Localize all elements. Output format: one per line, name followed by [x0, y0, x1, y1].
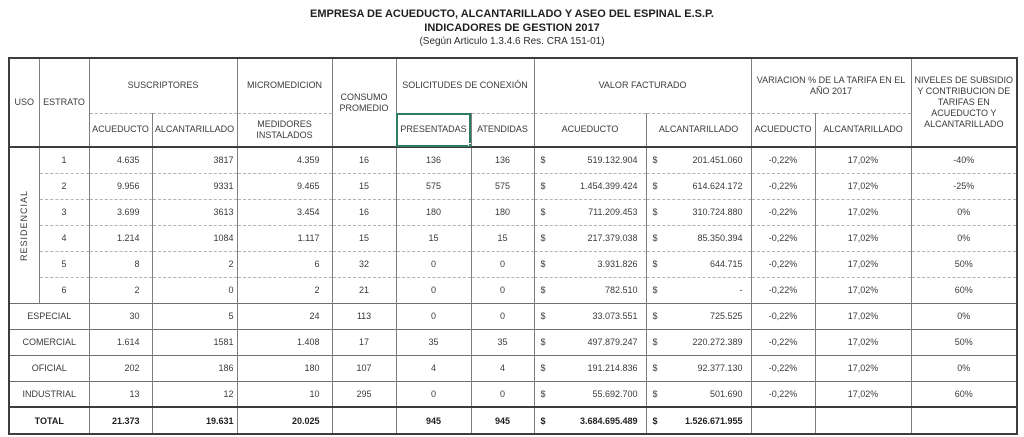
susc_acu-cell[interactable]: 202 — [89, 355, 152, 381]
uso-label-cell[interactable]: ESPECIAL — [9, 303, 89, 329]
susc_acu-cell[interactable]: 9.956 — [89, 173, 152, 199]
niveles-cell[interactable]: 0% — [911, 355, 1017, 381]
currency-symbol: $ — [540, 285, 546, 295]
susc_alc-cell[interactable]: 9331 — [152, 173, 237, 199]
estrato-cell[interactable]: 3 — [39, 199, 89, 225]
estrato-cell[interactable]: 4 — [39, 225, 89, 251]
currency-symbol: $ — [540, 363, 546, 373]
var_acu-cell[interactable]: -0,22% — [751, 277, 815, 303]
var_alc-cell[interactable]: 17,02% — [815, 277, 911, 303]
header-group-row — [9, 58, 1017, 113]
val_alc-cell[interactable] — [646, 329, 751, 355]
amount-value: 33.073.551 — [592, 311, 638, 321]
consumo-cell[interactable]: 16 — [332, 147, 396, 173]
var_acu-cell[interactable]: -0,22% — [751, 173, 815, 199]
amount-value: 3.684.695.489 — [579, 415, 638, 426]
niveles-cell[interactable]: -40% — [911, 147, 1017, 173]
var_acu-cell[interactable]: -0,22% — [751, 225, 815, 251]
currency-symbol: $ — [540, 233, 546, 243]
niveles-cell[interactable]: -25% — [911, 173, 1017, 199]
medidores-cell[interactable]: 10 — [237, 381, 332, 407]
susc_alc-cell[interactable]: 1581 — [152, 329, 237, 355]
val_acu-cell[interactable] — [534, 407, 646, 434]
susc_alc-cell[interactable]: 2 — [152, 251, 237, 277]
niveles-cell[interactable]: 0% — [911, 199, 1017, 225]
amount-value: 310.724.880 — [692, 207, 743, 217]
table-row — [9, 355, 1017, 381]
table-body — [9, 147, 1017, 434]
var_acu-cell[interactable]: -0,22% — [751, 147, 815, 173]
amount-value: 55.692.700 — [592, 388, 638, 399]
atendidas-cell[interactable]: 945 — [471, 407, 534, 434]
uso-label-cell[interactable]: OFICIAL — [9, 355, 89, 381]
susc_alc-cell[interactable]: 19.631 — [152, 407, 237, 434]
amount-value: 217.379.038 — [587, 233, 638, 243]
currency-symbol: $ — [540, 155, 546, 166]
table-row — [9, 147, 1017, 173]
table-header — [9, 58, 1017, 147]
atendidas-cell[interactable]: 575 — [471, 173, 534, 199]
table-row — [9, 173, 1017, 199]
consumo-cell[interactable]: 15 — [332, 173, 396, 199]
val_alc-cell[interactable] — [646, 303, 751, 329]
table-row — [9, 381, 1017, 407]
susc_alc-cell[interactable]: 186 — [152, 355, 237, 381]
header-micromedicion[interactable]: MICROMEDICION — [237, 58, 332, 113]
header-suscriptores[interactable]: SUSCRIPTORES — [89, 58, 237, 113]
var_alc-cell[interactable]: 17,02% — [815, 251, 911, 277]
niveles-cell[interactable]: 0% — [911, 225, 1017, 251]
susc_alc-cell[interactable]: 12 — [152, 381, 237, 407]
var_alc-cell[interactable]: 17,02% — [815, 199, 911, 225]
susc_alc-cell[interactable]: 1084 — [152, 225, 237, 251]
susc_acu-cell[interactable]: 2 — [89, 277, 152, 303]
header-sub-row — [9, 113, 1017, 147]
atendidas-cell[interactable]: 180 — [471, 199, 534, 225]
header-suscriptores-acueducto[interactable]: ACUEDUCTO — [89, 113, 152, 147]
niveles-cell[interactable] — [911, 407, 1017, 434]
uso-label-cell[interactable]: INDUSTRIAL — [9, 381, 89, 407]
amount-value: 614.624.172 — [692, 181, 743, 191]
table-row — [9, 251, 1017, 277]
header-consumo-promedio[interactable]: CONSUMO PROMEDIO — [332, 58, 396, 147]
table-row — [9, 277, 1017, 303]
currency-symbol: $ — [652, 181, 658, 191]
presentadas-cell[interactable]: 0 — [396, 381, 471, 407]
amount-value: 220.272.389 — [692, 337, 743, 347]
atendidas-cell[interactable]: 0 — [471, 277, 534, 303]
indicadores-table — [8, 57, 1018, 435]
val_acu-cell[interactable] — [534, 225, 646, 251]
var_alc-cell[interactable]: 17,02% — [815, 173, 911, 199]
val_acu-cell[interactable] — [534, 173, 646, 199]
uso-residencial-cell[interactable] — [9, 147, 39, 303]
amount-value: 191.214.836 — [587, 363, 638, 373]
presentadas-cell[interactable]: 4 — [396, 355, 471, 381]
susc_acu-cell[interactable]: 1.214 — [89, 225, 152, 251]
atendidas-cell[interactable]: 15 — [471, 225, 534, 251]
header-niveles-subsidio[interactable]: NIVELES DE SUBSIDIO Y CONTRIBUCION DE TARIFAS EN ACUEDUCTO Y ALCANTARILLADO — [911, 58, 1017, 147]
presentadas-cell[interactable]: 0 — [396, 277, 471, 303]
amount-value: 85.350.394 — [697, 233, 743, 243]
var_acu-cell[interactable]: -0,22% — [751, 199, 815, 225]
amount-value: 92.377.130 — [697, 363, 743, 373]
amount-value: 644.715 — [709, 259, 743, 269]
amount-value: 501.690 — [709, 388, 743, 399]
currency-symbol: $ — [652, 388, 658, 399]
report-title-line3: (Según Articulo 1.3.4.6 Res. CRA 151-01) — [419, 36, 605, 47]
niveles-cell[interactable]: 50% — [911, 329, 1017, 355]
niveles-cell[interactable]: 60% — [911, 277, 1017, 303]
currency-symbol: $ — [652, 233, 658, 243]
medidores-cell[interactable]: 3.454 — [237, 199, 332, 225]
amount-value: 711.209.453 — [588, 207, 638, 217]
currency-symbol: $ — [652, 415, 658, 426]
header-valor-facturado[interactable]: VALOR FACTURADO — [534, 58, 751, 113]
currency-symbol: $ — [540, 207, 546, 217]
susc_acu-cell[interactable]: 30 — [89, 303, 152, 329]
currency-symbol: $ — [652, 285, 658, 295]
consumo-cell[interactable]: 17 — [332, 329, 396, 355]
niveles-cell[interactable]: 50% — [911, 251, 1017, 277]
report-title-line2: INDICADORES DE GESTION 2017 — [424, 22, 600, 34]
amount-value: 725.525 — [709, 311, 743, 321]
consumo-cell[interactable]: 113 — [332, 303, 396, 329]
amount-value: 497.879.247 — [587, 337, 638, 347]
val_alc-cell[interactable] — [646, 355, 751, 381]
consumo-cell[interactable]: 295 — [332, 381, 396, 407]
susc_acu-cell[interactable]: 3.699 — [89, 199, 152, 225]
presentadas-cell[interactable]: 35 — [396, 329, 471, 355]
medidores-cell[interactable]: 180 — [237, 355, 332, 381]
val_alc-cell[interactable] — [646, 407, 751, 434]
header-medidores-instalados[interactable]: MEDIDORES INSTALADOS — [237, 113, 332, 147]
val_acu-cell[interactable] — [534, 251, 646, 277]
val_acu-cell[interactable] — [534, 381, 646, 407]
presentadas-cell[interactable]: 575 — [396, 173, 471, 199]
atendidas-cell[interactable]: 0 — [471, 303, 534, 329]
amount-value: 782.510 — [604, 285, 638, 295]
medidores-cell[interactable]: 1.117 — [237, 225, 332, 251]
header-suscriptores-alcantarillado[interactable]: ALCANTARILLADO — [152, 113, 237, 147]
report-title — [0, 0, 1024, 48]
table-row — [9, 303, 1017, 329]
header-estrato[interactable]: ESTRATO — [39, 58, 89, 147]
var_acu-cell[interactable]: -0,22% — [751, 381, 815, 407]
atendidas-cell[interactable]: 136 — [471, 147, 534, 173]
susc_alc-cell[interactable]: 3817 — [152, 147, 237, 173]
amount-value: 1.454.399.424 — [579, 181, 638, 191]
atendidas-cell[interactable]: 0 — [471, 251, 534, 277]
atendidas-cell[interactable]: 0 — [471, 381, 534, 407]
uso-label-cell[interactable]: COMERCIAL — [9, 329, 89, 355]
header-atendidas[interactable]: ATENDIDAS — [471, 113, 534, 147]
table-row — [9, 199, 1017, 225]
table-row — [9, 225, 1017, 251]
atendidas-cell[interactable]: 35 — [471, 329, 534, 355]
val_acu-cell[interactable] — [534, 355, 646, 381]
currency-symbol: $ — [652, 155, 658, 166]
var_alc-cell[interactable]: 17,02% — [815, 303, 911, 329]
header-variacion-tarifa[interactable]: VARIACION % DE LA TARIFA EN EL AÑO 2017 — [751, 58, 911, 113]
amount-value: 1.526.671.955 — [684, 415, 743, 426]
susc_acu-cell[interactable]: 8 — [89, 251, 152, 277]
amount-value: 201.451.060 — [692, 155, 743, 166]
var_acu-cell[interactable]: -0,22% — [751, 303, 815, 329]
header-variacion-acueducto[interactable]: ACUEDUCTO — [751, 113, 815, 147]
estrato-cell[interactable]: 6 — [39, 277, 89, 303]
consumo-cell[interactable]: 16 — [332, 199, 396, 225]
presentadas-cell[interactable]: 0 — [396, 251, 471, 277]
table-row — [9, 329, 1017, 355]
amount-value: 519.132.904 — [587, 155, 638, 166]
var_acu-cell[interactable]: -0,22% — [751, 251, 815, 277]
susc_acu-cell[interactable]: 4.635 — [89, 147, 152, 173]
header-uso[interactable]: USO — [9, 58, 39, 147]
medidores-cell[interactable]: 20.025 — [237, 407, 332, 434]
estrato-cell[interactable]: 2 — [39, 173, 89, 199]
consumo-cell[interactable]: 15 — [332, 225, 396, 251]
medidores-cell[interactable]: 24 — [237, 303, 332, 329]
currency-symbol: $ — [540, 388, 546, 399]
currency-symbol: $ — [540, 181, 546, 191]
susc_alc-cell[interactable]: 3613 — [152, 199, 237, 225]
val_alc-cell[interactable] — [646, 147, 751, 173]
currency-symbol: $ — [652, 311, 658, 321]
val_alc-cell[interactable] — [646, 199, 751, 225]
currency-symbol: $ — [652, 337, 658, 347]
header-valor-alcantarillado[interactable]: ALCANTARILLADO — [646, 113, 751, 147]
table-row — [9, 407, 1017, 434]
report-title-line1: EMPRESA DE ACUEDUCTO, ALCANTARILLADO Y ASEO DEL ESPINAL E.S.P. — [309, 8, 714, 20]
consumo-cell[interactable]: 32 — [332, 251, 396, 277]
estrato-cell[interactable]: 1 — [39, 147, 89, 173]
currency-symbol: $ — [652, 259, 658, 269]
niveles-cell[interactable]: 60% — [911, 381, 1017, 407]
header-presentadas-selected-cell[interactable]: PRESENTADAS — [396, 113, 471, 147]
currency-symbol: $ — [652, 363, 658, 373]
var_alc-cell[interactable] — [815, 407, 911, 434]
var_alc-cell[interactable]: 17,02% — [815, 329, 911, 355]
susc_acu-cell[interactable]: 13 — [89, 381, 152, 407]
currency-symbol: $ — [540, 337, 546, 347]
uso-label-cell[interactable]: TOTAL — [9, 407, 89, 434]
val_acu-cell[interactable] — [534, 303, 646, 329]
consumo-cell[interactable]: 21 — [332, 277, 396, 303]
uso-residencial-label: RESIDENCIAL — [19, 189, 30, 261]
susc_alc-cell[interactable]: 0 — [152, 277, 237, 303]
selection-handle[interactable] — [468, 143, 472, 147]
presentadas-cell[interactable]: 15 — [396, 225, 471, 251]
susc_acu-cell[interactable]: 21.373 — [89, 407, 152, 434]
medidores-cell[interactable]: 9.465 — [237, 173, 332, 199]
val_acu-cell[interactable] — [534, 147, 646, 173]
presentadas-cell[interactable]: 0 — [396, 303, 471, 329]
val_alc-cell[interactable] — [646, 225, 751, 251]
var_alc-cell[interactable]: 17,02% — [815, 381, 911, 407]
susc_acu-cell[interactable]: 1.614 — [89, 329, 152, 355]
var_acu-cell[interactable] — [751, 407, 815, 434]
header-solicitudes-conexion[interactable]: SOLICITUDES DE CONEXIÓN — [396, 58, 534, 113]
val_acu-cell[interactable] — [534, 329, 646, 355]
niveles-cell[interactable]: 0% — [911, 303, 1017, 329]
val_acu-cell[interactable] — [534, 199, 646, 225]
currency-symbol: $ — [540, 259, 546, 269]
var_alc-cell[interactable]: 17,02% — [815, 355, 911, 381]
header-variacion-alcantarillado[interactable]: ALCANTARILLADO — [815, 113, 911, 147]
var_acu-cell[interactable]: -0,22% — [751, 329, 815, 355]
var_alc-cell[interactable]: 17,02% — [815, 225, 911, 251]
presentadas-cell[interactable]: 136 — [396, 147, 471, 173]
medidores-cell[interactable]: 2 — [237, 277, 332, 303]
amount-value: - — [739, 285, 743, 295]
var_acu-cell[interactable]: -0,22% — [751, 355, 815, 381]
val_alc-cell[interactable] — [646, 277, 751, 303]
medidores-cell[interactable]: 1.408 — [237, 329, 332, 355]
atendidas-cell[interactable]: 4 — [471, 355, 534, 381]
currency-symbol: $ — [540, 311, 546, 321]
val_alc-cell[interactable] — [646, 251, 751, 277]
header-valor-acueducto[interactable]: ACUEDUCTO — [534, 113, 646, 147]
presentadas-cell[interactable]: 945 — [396, 407, 471, 434]
medidores-cell[interactable]: 6 — [237, 251, 332, 277]
val_alc-cell[interactable] — [646, 381, 751, 407]
currency-symbol: $ — [652, 207, 658, 217]
consumo-cell[interactable] — [332, 407, 396, 434]
estrato-cell[interactable]: 5 — [39, 251, 89, 277]
currency-symbol: $ — [540, 415, 546, 426]
presentadas-cell[interactable]: 180 — [396, 199, 471, 225]
amount-value: 3.931.826 — [597, 259, 638, 269]
val_acu-cell[interactable] — [534, 277, 646, 303]
var_alc-cell[interactable]: 17,02% — [815, 147, 911, 173]
susc_alc-cell[interactable]: 5 — [152, 303, 237, 329]
medidores-cell[interactable]: 4.359 — [237, 147, 332, 173]
val_alc-cell[interactable] — [646, 173, 751, 199]
consumo-cell[interactable]: 107 — [332, 355, 396, 381]
